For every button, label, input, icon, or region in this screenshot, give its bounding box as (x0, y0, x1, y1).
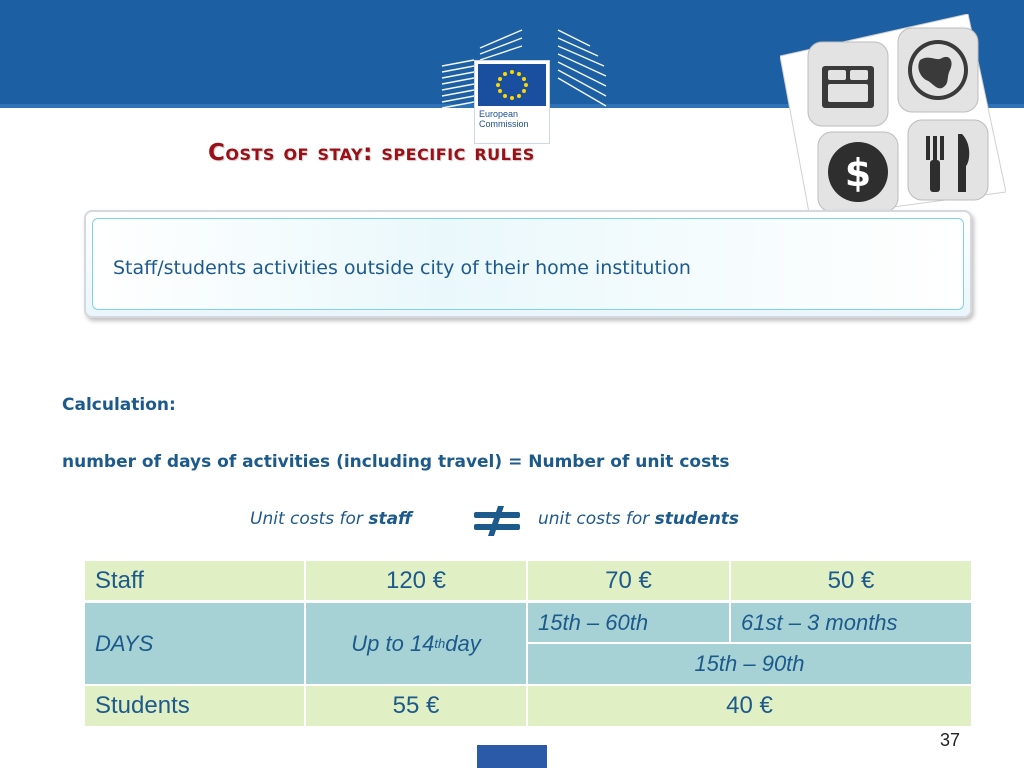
table-cell-students-label: Students (85, 686, 304, 726)
fork-knife-icon (908, 120, 988, 200)
eu-stars-icon (478, 64, 546, 106)
table-cell-staff-label: Staff (85, 561, 304, 600)
table-cell-days-15-90: 15th – 90th (528, 644, 971, 684)
days-up-to-prefix: Up to 14 (351, 630, 435, 656)
page-number: 37 (940, 730, 961, 750)
unit-costs-students-prefix: unit costs for (538, 509, 655, 529)
logo-text-line-2: Commission (479, 119, 529, 129)
unit-costs-staff-prefix: Unit costs for (250, 509, 369, 529)
calculation-formula: number of days of activities (including travel) = Number of unit costs (62, 452, 730, 472)
table-cell-days-label: DAYS (85, 603, 304, 684)
logo-text-line-1: European (479, 109, 519, 119)
unit-costs-staff-bold: staff (368, 509, 413, 529)
footer-flag-icon (477, 745, 547, 768)
not-equal-icon (470, 504, 524, 542)
context-banner (84, 210, 972, 318)
eu-flag-icon (478, 64, 546, 106)
european-commission-logo (474, 60, 550, 144)
unit-costs-students (538, 509, 739, 529)
days-up-to-sup: th (434, 636, 446, 651)
table-cell-students-40: 40 € (528, 686, 971, 726)
table-cell-staff-50: 50 € (731, 561, 971, 600)
bed-icon (808, 42, 888, 126)
travel-icons-svg (780, 14, 1006, 218)
unit-costs-staff (250, 509, 412, 529)
table-cell-days-15-60: 15th – 60th (528, 603, 729, 642)
days-up-to-suffix: day (445, 630, 481, 656)
dollar-icon (818, 132, 898, 212)
not-equal-svg (470, 504, 524, 538)
table-cell-students-55: 55 € (306, 686, 526, 726)
logo-text (479, 109, 529, 129)
calculation-label: Calculation: (62, 395, 176, 415)
slide-title: Costs of stay: specific rules (208, 140, 535, 166)
table-cell-days-up-to-14 (306, 603, 526, 684)
table-cell-days-61-3m: 61st – 3 months (731, 603, 971, 642)
travel-icons-image (780, 14, 1006, 218)
context-banner-text: Staff/students activities outside city of their home institution (113, 257, 691, 279)
table-cell-staff-120: 120 € (306, 561, 526, 600)
svg-text:$: $ (844, 151, 872, 195)
table-cell-staff-70: 70 € (528, 561, 729, 600)
globe-icon (898, 28, 978, 112)
unit-costs-students-bold: students (654, 509, 740, 529)
context-banner-inner (92, 218, 964, 310)
